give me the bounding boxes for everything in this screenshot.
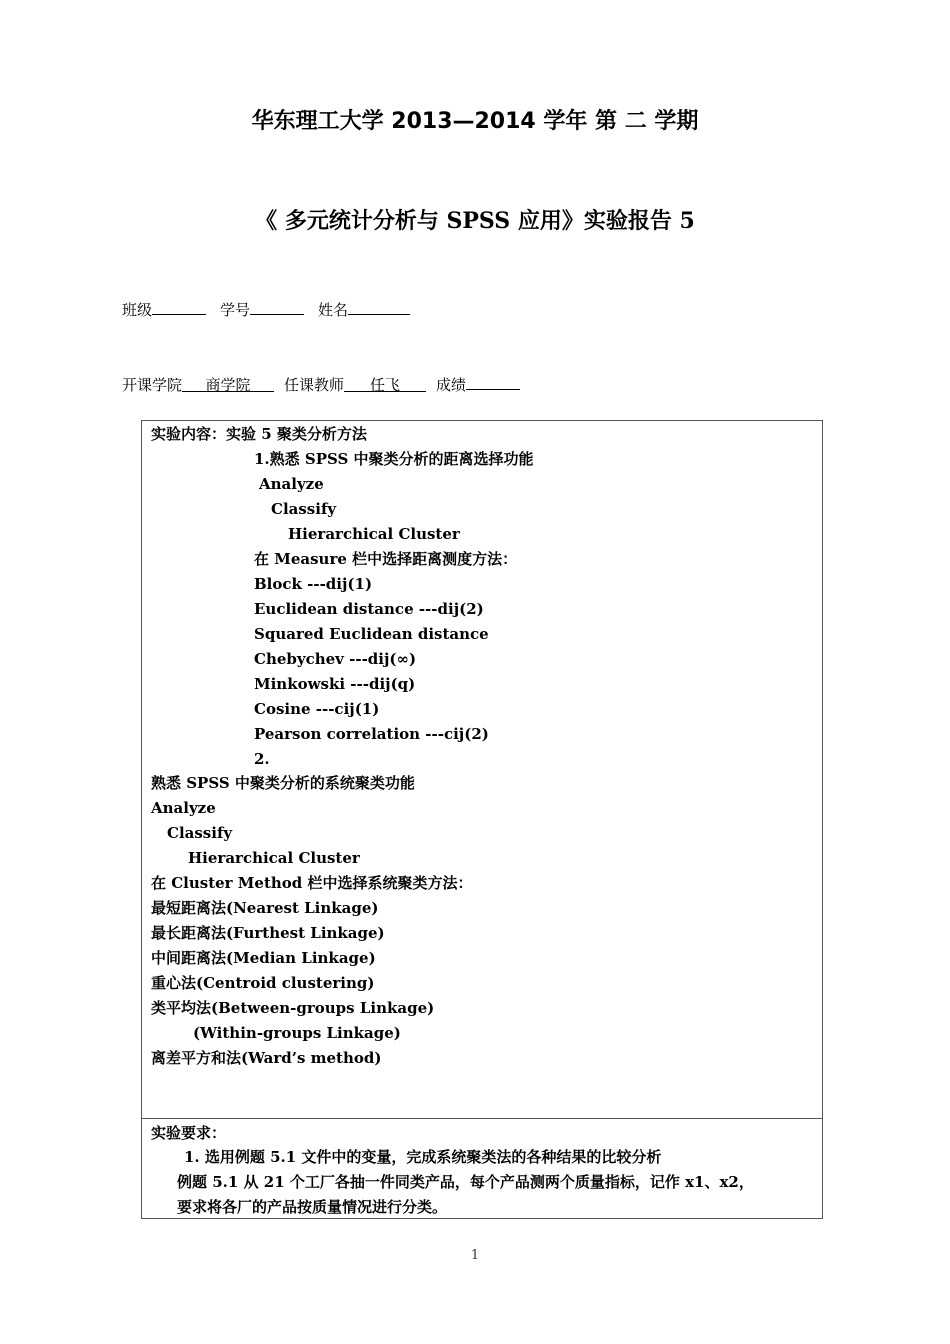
measure-item: Minkowski ---dij(q) [254, 675, 416, 693]
item2-title: 熟悉 SPSS 中聚类分析的系统聚类功能 [151, 774, 415, 792]
measure-item: Chebychev ---dij(∞) [254, 650, 417, 668]
student-id-label: 学号 [220, 301, 251, 319]
teacher-value: 任飞 [344, 374, 426, 392]
measure-item: Pearson correlation ---cij(2) [254, 725, 489, 743]
content-heading: 实验内容：实验 5 聚类分析方法 [151, 425, 367, 443]
method-intro: 在 Cluster Method 栏中选择系统聚类方法： [151, 874, 473, 892]
page-number: 1 [470, 1248, 480, 1263]
report-course-title: 《 多元统计分析与 SPSS 应用》实验报告 5 [255, 208, 695, 234]
menu1-hierarchical-cluster: Hierarchical Cluster [288, 525, 460, 543]
course-info-row [122, 372, 520, 396]
score-blank [466, 372, 520, 390]
score-label: 成绩 [436, 376, 467, 394]
method-item: (Within-groups Linkage) [193, 1024, 401, 1042]
method-item: 类平均法(Between-groups Linkage) [151, 999, 435, 1017]
report-university-term-title: 华东理工大学 2013—2014 学年 第 二 学期 [251, 109, 699, 134]
teacher-label: 任课教师 [284, 376, 345, 394]
requirement-item-1: 1. 选用例题 5.1 文件中的变量，完成系统聚类法的各种结果的比较分析 [184, 1148, 662, 1166]
requirements-heading: 实验要求： [151, 1124, 227, 1142]
method-item: 离差平方和法(Ward’s method) [151, 1049, 382, 1067]
menu1-analyze: Analyze [259, 475, 324, 493]
example-text-line1: 例题 5.1 从 21 个工厂各抽一件同类产品，每个产品测两个质量指标，记作 x1、x2， [177, 1173, 754, 1191]
method-item: 最短距离法(Nearest Linkage) [151, 899, 379, 917]
measure-item: Euclidean distance ---dij(2) [254, 600, 484, 618]
class-blank [152, 297, 206, 315]
item1-title: 1.熟悉 SPSS 中聚类分析的距离选择功能 [254, 450, 534, 468]
menu2-classify: Classify [167, 824, 233, 842]
measure-item: Block ---dij(1) [254, 575, 373, 593]
menu2-hierarchical-cluster: Hierarchical Cluster [188, 849, 360, 867]
method-item: 重心法(Centroid clustering) [151, 974, 375, 992]
menu2-analyze: Analyze [151, 799, 216, 817]
table-row-divider [142, 1118, 822, 1119]
method-item: 中间距离法(Median Linkage) [151, 949, 376, 967]
measure-item: Cosine ---cij(1) [254, 700, 380, 718]
name-blank [348, 297, 410, 315]
menu1-classify: Classify [271, 500, 337, 518]
name-label: 姓名 [318, 301, 349, 319]
item2-number: 2. [254, 750, 270, 768]
student-info-row [122, 297, 410, 321]
measure-intro: 在 Measure 栏中选择距离测度方法： [254, 550, 518, 568]
example-text-line2: 要求将各厂的产品按质量情况进行分类。 [177, 1198, 448, 1216]
student-id-blank [250, 297, 304, 315]
measure-item: Squared Euclidean distance [254, 625, 489, 643]
college-label: 开课学院 [122, 376, 183, 394]
class-label: 班级 [122, 301, 153, 319]
report-content-table [141, 420, 823, 1219]
college-value: 商学院 [182, 374, 274, 392]
method-item: 最长距离法(Furthest Linkage) [151, 924, 385, 942]
